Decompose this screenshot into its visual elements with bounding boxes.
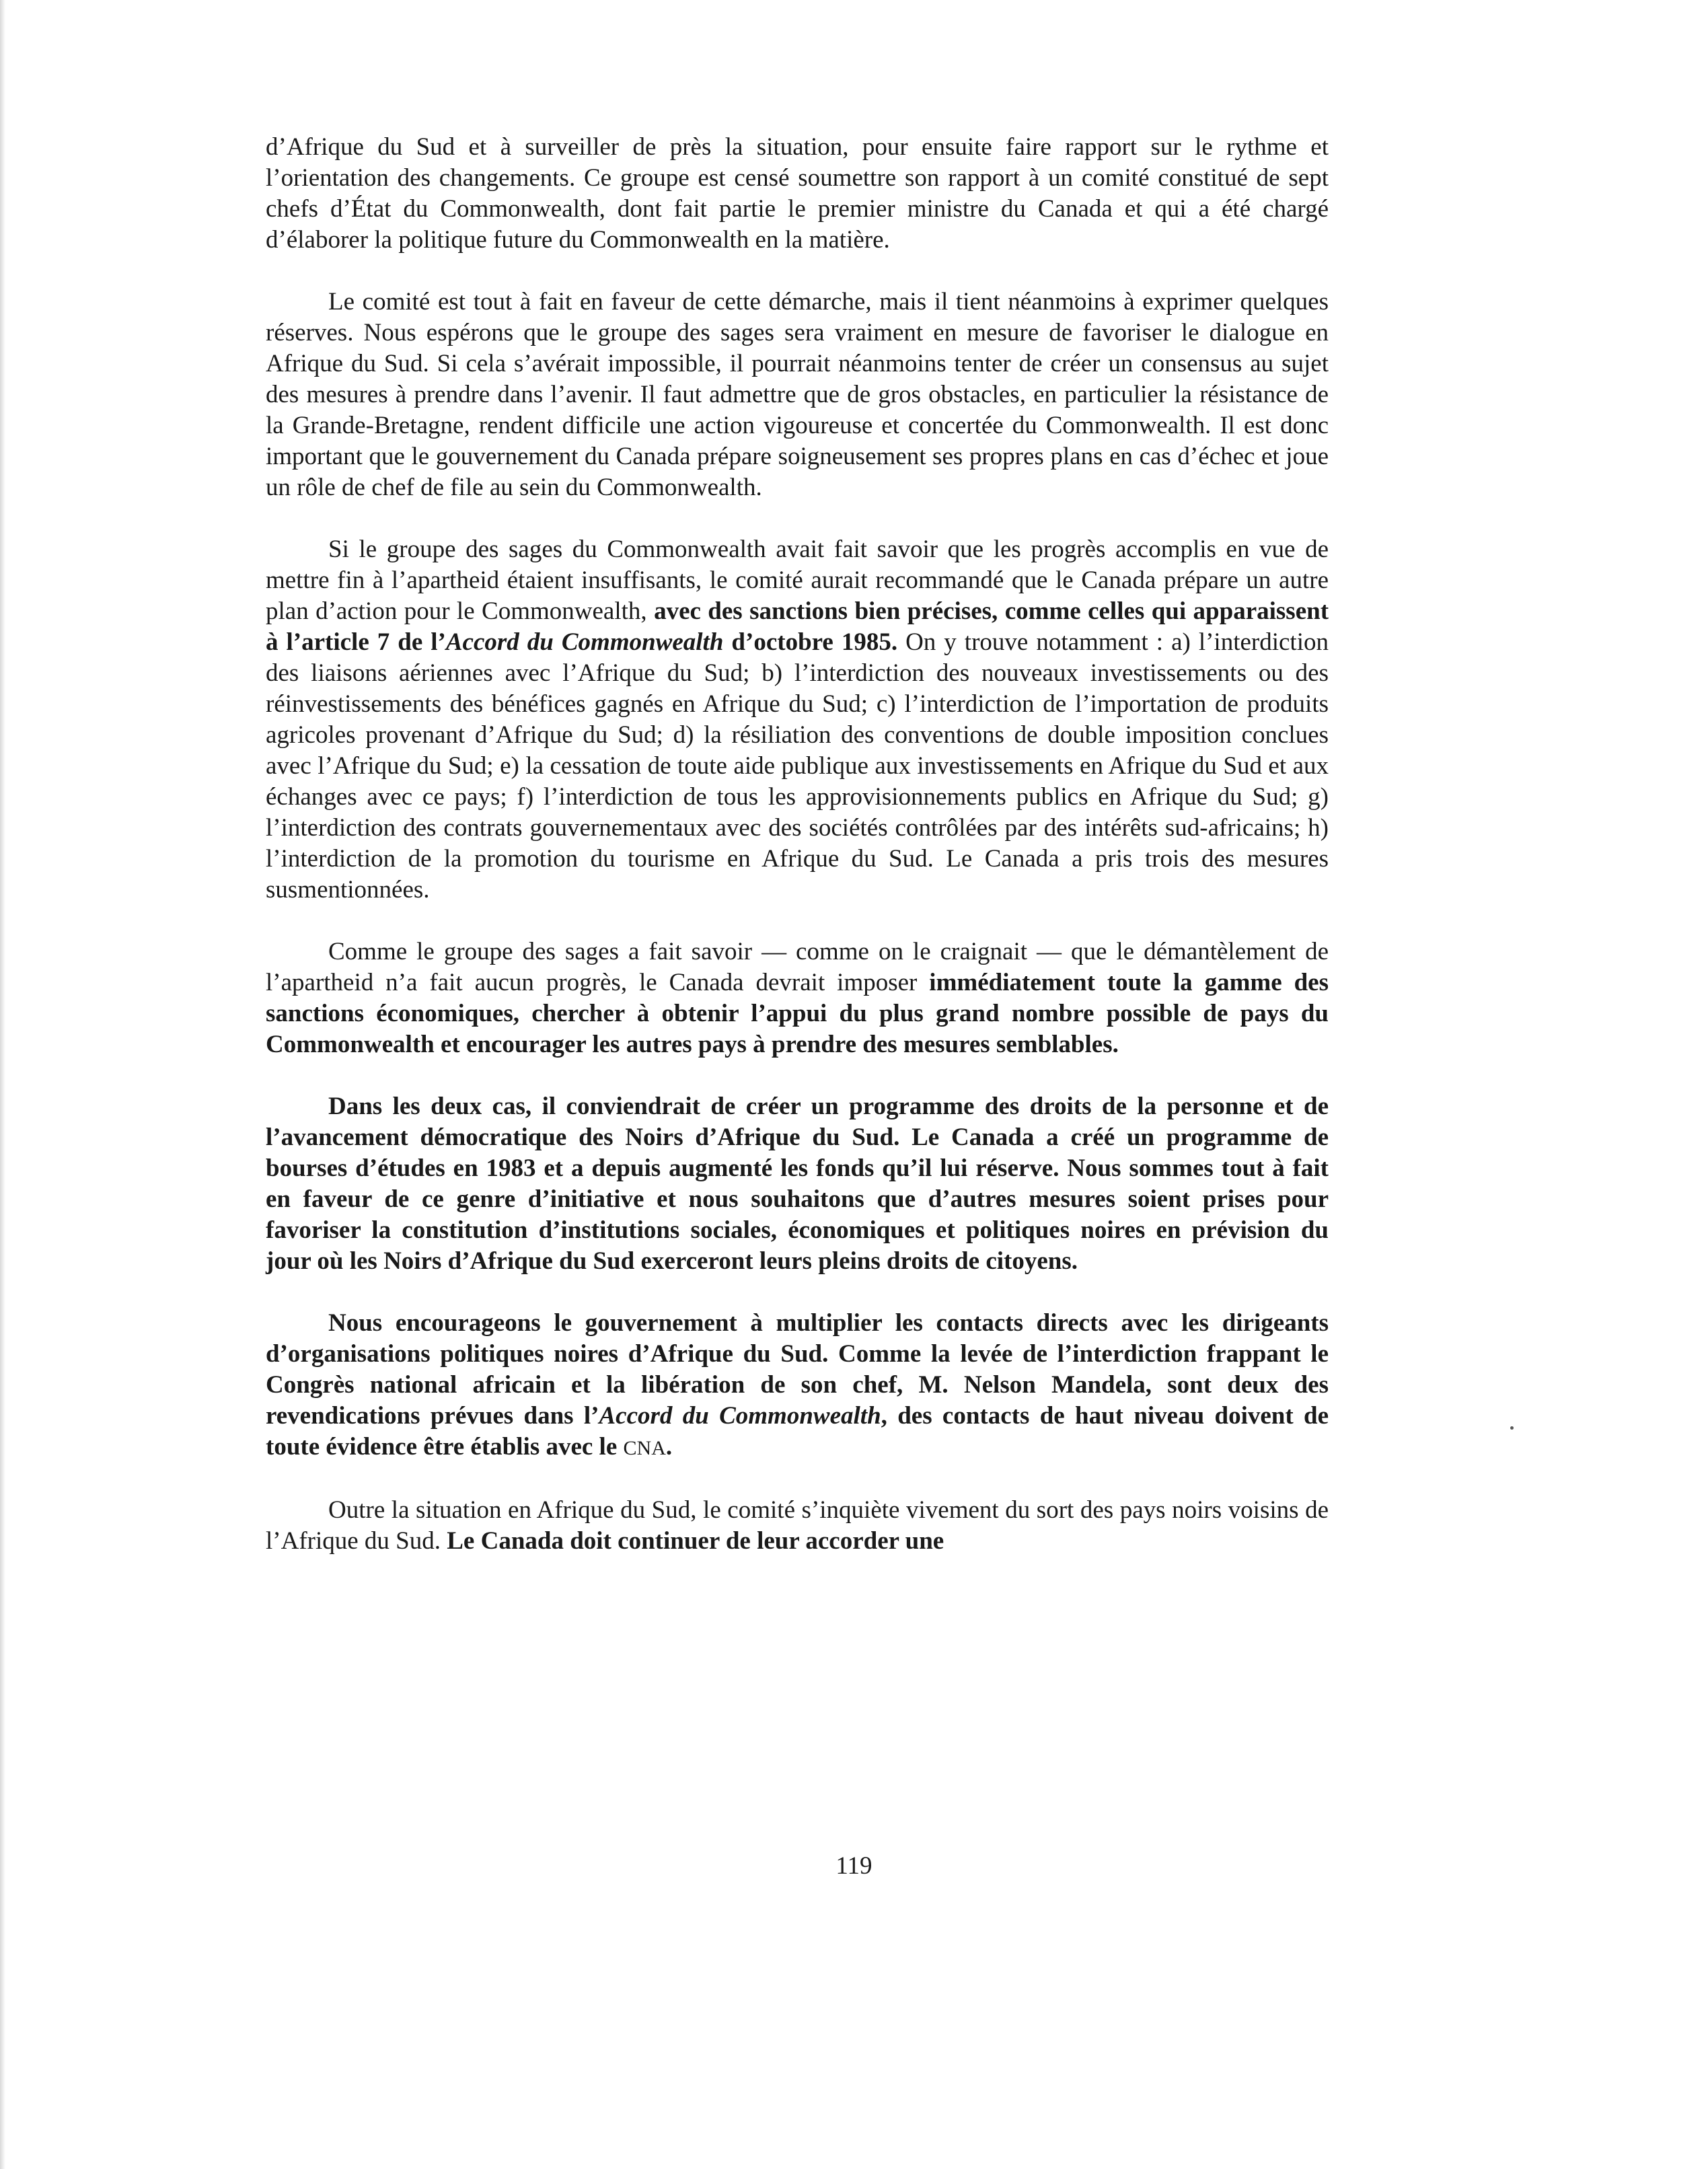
- paragraph-3: [266, 534, 1329, 906]
- paragraph-3-bold-text: avec des sanctions bien précises, comme celles qui apparaissent à l’article 7 de l’: [266, 597, 1329, 656]
- paragraph-6: [266, 1308, 1329, 1464]
- page-number: 119: [836, 1852, 872, 1880]
- paragraph-4: [266, 936, 1329, 1060]
- accord-title-2: Accord du Commonwealth: [599, 1402, 881, 1430]
- paragraph-4-text: Comme le groupe des sages a fait savoir — comme on le craignait — que le démantèlement de l’apartheid n’a fait aucun progrès, le Canada devrait imposer: [266, 938, 1329, 996]
- paragraph-7-bold-text: Le Canada doit continuer de leur accorder une: [441, 1527, 944, 1555]
- cna-abbreviation: CNA: [623, 1437, 666, 1459]
- scan-edge: [0, 0, 5, 2169]
- paragraph-5: Dans les deux cas, il conviendrait de créer un programme des droits de la personne et de l’avancement démocratique des Noirs d’Afrique du Sud. Le Canada a créé un programme de bourses d’études en 1983 et a depuis augmenté les fonds qu’il lui réserve. Nous sommes tout à fait en faveur de ce genre d’initiative et nous souhaitons que d’autres mesures soient prises pour favoriser la constitution d’institutions sociales, économiques et politiques noires en prévision du jour où les Noirs d’Afrique du Sud exerceront leurs pleins droits de citoyens.: [266, 1093, 1329, 1275]
- paragraph-3-bold-end: d’octobre 1985.: [723, 628, 898, 656]
- paragraph-3-list: On y trouve notamment : a) l’interdiction des liaisons aériennes avec l’Afrique du Sud; b) l’interdiction des nouveaux investissements ou des réinvestissements des bénéfices gagnés en Afrique du Sud; c) l’interdiction de l’importation de produits agricoles provenant d’Afrique du Sud; d) la résiliation des conventions de double imposition conclues avec l’Afrique du Sud; e) la cessation de toute aide publique aux investissements en Afrique du Sud et aux échanges avec ce pays; f) l’interdiction de tous les approvisionnements publics en Afrique du Sud; g) l’interdiction des contrats gouvernementaux avec des sociétés contrôlées par des intérêts sud-africains; h) l’interdiction de la promotion du tourisme en Afrique du Sud. Le Canada a pris trois des mesures susmentionnées.: [266, 628, 1329, 904]
- paragraph-7-text: Outre la situation en Afrique du Sud, le comité s’inquiète vivement du sort des pays noirs voisins de l’Afrique du Sud.: [266, 1496, 1329, 1555]
- accord-title: Accord du Commonwealth: [445, 628, 724, 656]
- paragraph-1: d’Afrique du Sud et à surveiller de près la situation, pour ensuite faire rapport sur le rythme et l’orientation des changements. Ce groupe est censé soumettre son rapport à un comité constitué de sept chefs d’État du Commonwealth, dont fait partie le premier ministre du Canada et qui a été chargé d’élaborer la politique future du Commonwealth en la matière.: [266, 133, 1329, 254]
- paragraph-2: Le comité est tout à fait en faveur de cette démarche, mais il tient néanmoins à exprimer quelques réserves. Nous espérons que le groupe des sages sera vraiment en mesure de favoriser le dialogue en Afrique du Sud. Si cela s’avérait impossible, il pourrait néanmoins tenter de créer un consensus au sujet des mesures à prendre dans l’avenir. Il faut admettre que de gros obstacles, en particulier la résistance de la Grande-Bretagne, rendent difficile une action vigoureuse et concertée du Commonwealth. Il est donc important que le gouvernement du Canada prépare soigneusement ses propres plans en cas d’échec et joue un rôle de chef de file au sein du Commonwealth.: [266, 288, 1329, 501]
- paragraph-6-text-2: , des contacts de haut niveau doivent de toute évidence être établis avec le: [266, 1402, 1329, 1461]
- paragraph-4-bold-text: immédiatement toute la gamme des sanctions économiques, chercher à obtenir l’appui du plus grand nombre possible de pays du Commonwealth et encourager les autres pays à prendre des mesures semblables.: [266, 969, 1329, 1058]
- page-body: [266, 132, 1329, 1557]
- paragraph-7: [266, 1495, 1329, 1557]
- paragraph-6-text: Nous encourageons le gouvernement à multiplier les contacts directs avec les dirigeants d’organisations politiques noires d’Afrique du Sud. Comme la levée de l’interdiction frappant le Congrès national africain et la libération de son chef, M. Nelson Mandela, sont deux des revendications prévues dans l’: [266, 1309, 1329, 1430]
- paragraph-6-end: .: [665, 1433, 673, 1461]
- scan-speck: [1510, 1426, 1514, 1430]
- paragraph-3-text: Si le groupe des sages du Commonwealth avait fait savoir que les progrès accomplis en vue de mettre fin à l’apartheid étaient insuffisants, le comité aurait recommandé que le Canada prépare un autre plan d’action pour le Commonwealth,: [266, 536, 1329, 625]
